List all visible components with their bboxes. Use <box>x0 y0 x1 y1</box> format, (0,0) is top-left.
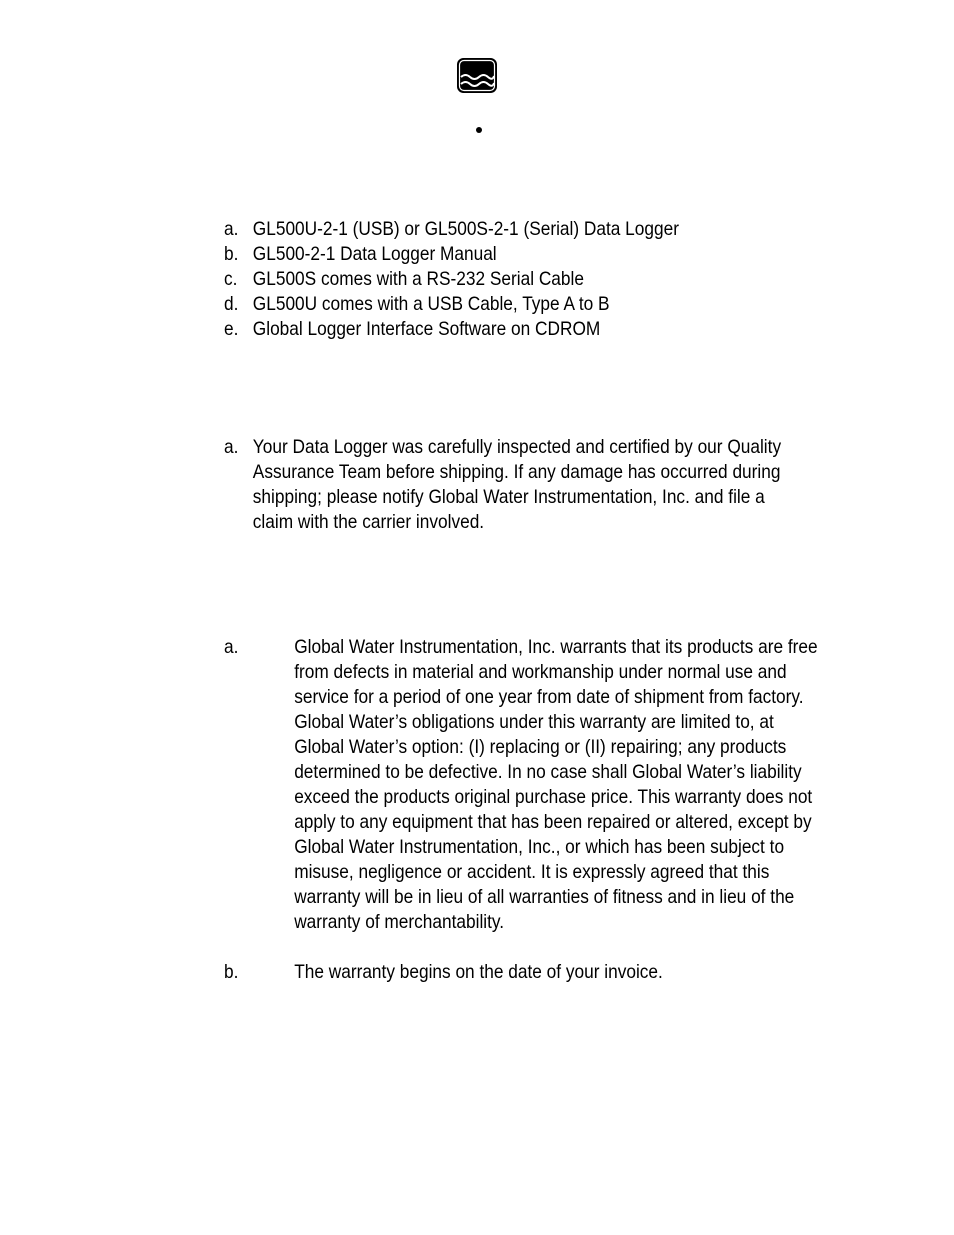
list-item <box>224 217 764 242</box>
list-marker: e. <box>224 319 239 340</box>
list-marker: b. <box>224 244 239 265</box>
list-marker: a. <box>224 437 239 458</box>
list-item-text: Global Water Instrumentation, Inc. warrants that its products are free from defects in material and workmanship under normal use and service for a period of one year from date of shipment from factory. Global Water’s obligations under this warranty are limited to, at Global Water’s option: (I) replacing or (II) repairing; any products determined to be defective. In no case shall Global Water’s liability exceed the products original purchase price. This warranty does not apply to any equipment that has been repaired or altered, except by Global Water Instrumentation, Inc., or which has been subject to misuse, negligence or accident. It is expressly agreed that this warranty will be in lieu of all warranties of fitness and in lieu of the warranty of merchantability. <box>294 637 818 933</box>
water-waves-icon <box>456 57 498 94</box>
warranty-list <box>224 635 818 985</box>
list-marker: c. <box>224 269 238 290</box>
list-item <box>224 292 764 317</box>
bullet-dot <box>476 127 482 133</box>
list-item-text: GL500U comes with a USB Cable, Type A to B <box>252 294 610 315</box>
list-item <box>224 267 764 292</box>
list-item-text: The warranty begins on the date of your invoice. <box>294 962 663 983</box>
list-item-text: Global Logger Interface Software on CDROM <box>252 319 601 340</box>
list-item <box>224 242 764 267</box>
list-item <box>224 317 764 342</box>
list-marker: a. <box>224 637 239 658</box>
list-marker: a. <box>224 219 239 240</box>
list-item-text: GL500U-2-1 (USB) or GL500S-2-1 (Serial) Data Logger <box>252 219 679 240</box>
list-marker: d. <box>224 294 239 315</box>
inspection-list <box>224 435 800 535</box>
list-item <box>224 960 818 985</box>
list-item-text: GL500-2-1 Data Logger Manual <box>252 244 497 265</box>
list-item <box>224 635 818 935</box>
list-item-text: Your Data Logger was carefully inspected and certified by our Quality Assurance Team before shipping. If any damage has occurred during shipping; please notify Global Water Instrumentation, Inc. and file a claim with the carrier involved. <box>252 437 782 533</box>
list-marker: b. <box>224 962 239 983</box>
package-contents-list <box>224 217 764 342</box>
list-item-text: GL500S comes with a RS-232 Serial Cable <box>252 269 584 290</box>
list-item <box>224 435 800 535</box>
